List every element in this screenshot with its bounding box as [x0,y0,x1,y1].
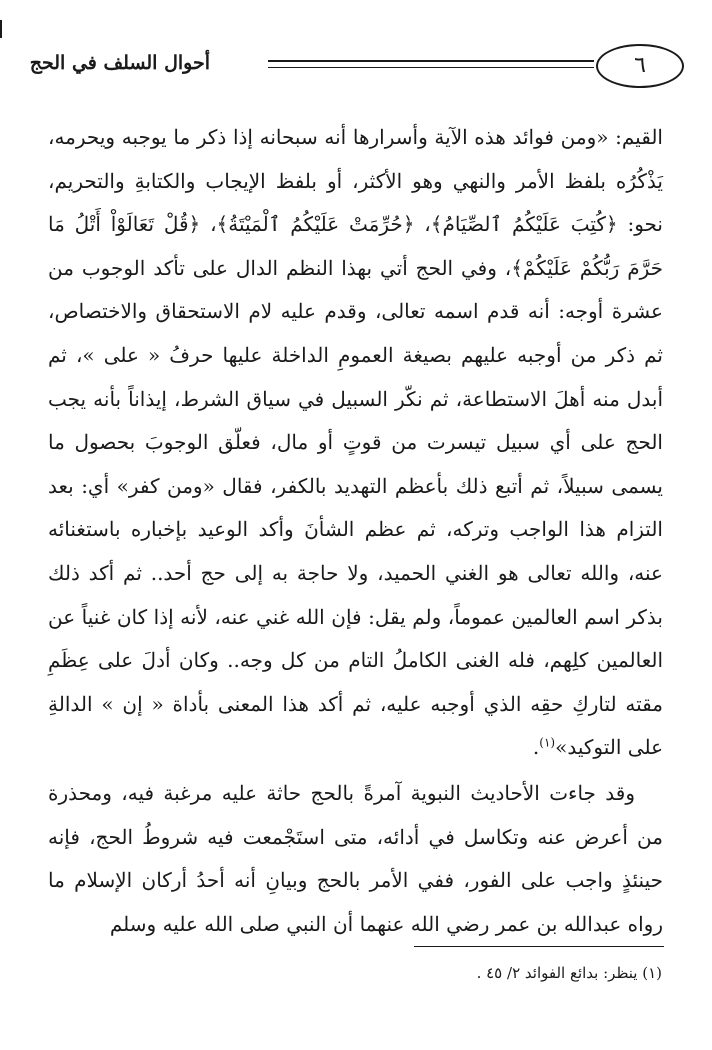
footnote-separator [414,946,664,947]
paragraph-2: وقد جاءت الأحاديث النبوية آمرةً بالحج حاثة عليه مرغبة فيه، ومحذرة من أعرض عنه وتكاسل في أدائه، متى استَجْمعت فيه شروطُ الحج، فإنه حينئذٍ واجب على الفور، ففي الأمر بالحج وبيانِ أنه أحدُ أركان الإسلام ما رواه عبدالله بن عمر رضي الله عنهما أن النبي صلى الله عليه وسلم [48,780,663,936]
page-header [29,42,672,92]
paragraph-1-text: القيم: «ومن فوائد هذه الآية وأسرارها أنه سبحانه إذا ذكر ما يوجبه ويحرمه، يَذْكُرُه بلفظ الأمر والنهي وهو الأكثر، أو بلفظ الإيجاب والكتابةِ والتحريم، نحو: ﴿كُتِبَ عَلَيْكُمُ ٱلصِّيَامُ﴾، ﴿حُرِّمَتْ عَلَيْكُمُ ٱلْمَيْتَةُ﴾، ﴿قُلْ تَعَالَوْاْ أَتْلُ مَا حَرَّمَ رَبُّكُمْ عَلَيْكُمْ﴾، وفي الحج أتي بهذا النظم الدال على تأكد الوجوب من عشرة أوجه: أنه قدم اسمه تعالى، وقدم عليه لام الاستحقاق والاختصاص، ثم ذكر من أوجبه عليهم بصيغة العمومِ الداخلة عليها حرفُ « على »، ثم أبدل منه أهلَ الاستطاعة، ثم نكّر السبيل في سياق الشرط، إيذاناً بأنه يجب الحج على أي سبيل تيسرت من قوتٍ أو مال، فعلّق الوجوبَ بحصول ما يسمى سبيلاً، ثم أتبع ذلك بأعظم التهديد بالكفر، فقال «ومن كفر» أي: بعد التزام هذا الواجب وتركه، ثم عظم الشأنَ وأكد الوعيد بإخباره باستغنائه عنه، والله تعالى هو الغني الحميد، ولا حاجة به إلى حج أحد.. ثم أكد ذلك بذكر اسم العالمين عموماً، ولم يقل: فإن الله غني عنه، لأنه إذا كان غنياً عن العالمين كلِهم، فله الغنى الكاملُ التام من كل وجه.. وكان أدلَ على عِظَمِ مقته لتاركِ حقِه الذي أوجبه عليه، ثم أكد هذا المعنى بأداة « إن » الدالةِ على التوكيد» [48,125,663,760]
footnote: (١) ينظر: بدائع الفوائد ٢/ ٤٥ . [476,964,662,982]
running-title: أحوال السلف في الحج [29,52,210,74]
page-number-oval [596,44,684,88]
footnote-marker[interactable]: (١) [539,735,556,750]
page-number: ٦ [634,53,646,78]
margin-mark [0,20,2,38]
header-rule-thick [268,60,594,62]
main-text [48,116,663,946]
paragraph-1: القيم: «ومن فوائد هذه الآية وأسرارها أنه سبحانه إذا ذكر ما يوجبه ويحرمه، يَذْكُرُه بلفظ الأمر والنهي وهو الأكثر، أو بلفظ الإيجاب والكتابةِ والتحريم، نحو: ﴿كُتِبَ عَلَيْكُمُ ٱلصِّيَامُ﴾، ﴿حُرِّمَتْ عَلَيْكُمُ ٱلْمَيْتَةُ﴾، ﴿قُلْ تَعَالَوْاْ أَتْلُ مَا حَرَّمَ رَبُّكُمْ عَلَيْكُمْ﴾، وفي الحج أتي بهذا النظم الدال على تأكد الوجوب من عشرة أوجه: أنه قدم اسمه تعالى، وقدم عليه لام الاستحقاق والاختصاص، ثم ذكر من أوجبه عليهم بصيغة العمومِ الداخلة عليها حرفُ « على »، ثم أبدل منه أهلَ الاستطاعة، ثم نكّر السبيل في سياق الشرط، إيذاناً بأنه يجب الحج على أي سبيل تيسرت من قوتٍ أو مال، فعلّق الوجوبَ بحصول ما يسمى سبيلاً، ثم أتبع ذلك بأعظم التهديد بالكفر، فقال «ومن كفر» أي: بعد التزام هذا الواجب وتركه، ثم عظم الشأنَ وأكد الوعيد بإخباره باستغنائه عنه، والله تعالى هو الغني الحميد، ولا حاجة به إلى حج أحد.. ثم أكد ذلك بذكر اسم العالمين عموماً، ولم يقل: فإن الله غني عنه، لأنه إذا كان غنياً عن العالمين كلِهم، فله الغنى الكاملُ التام من كل وجه.. وكان أدلَ على عِظَمِ مقته لتاركِ حقِه الذي أوجبه عليه، ثم أكد هذا المعنى بأداة « إن » الدالةِ على التوكيد»$^{(١)}$. [48,125,663,760]
header-rule-thin [268,67,594,68]
